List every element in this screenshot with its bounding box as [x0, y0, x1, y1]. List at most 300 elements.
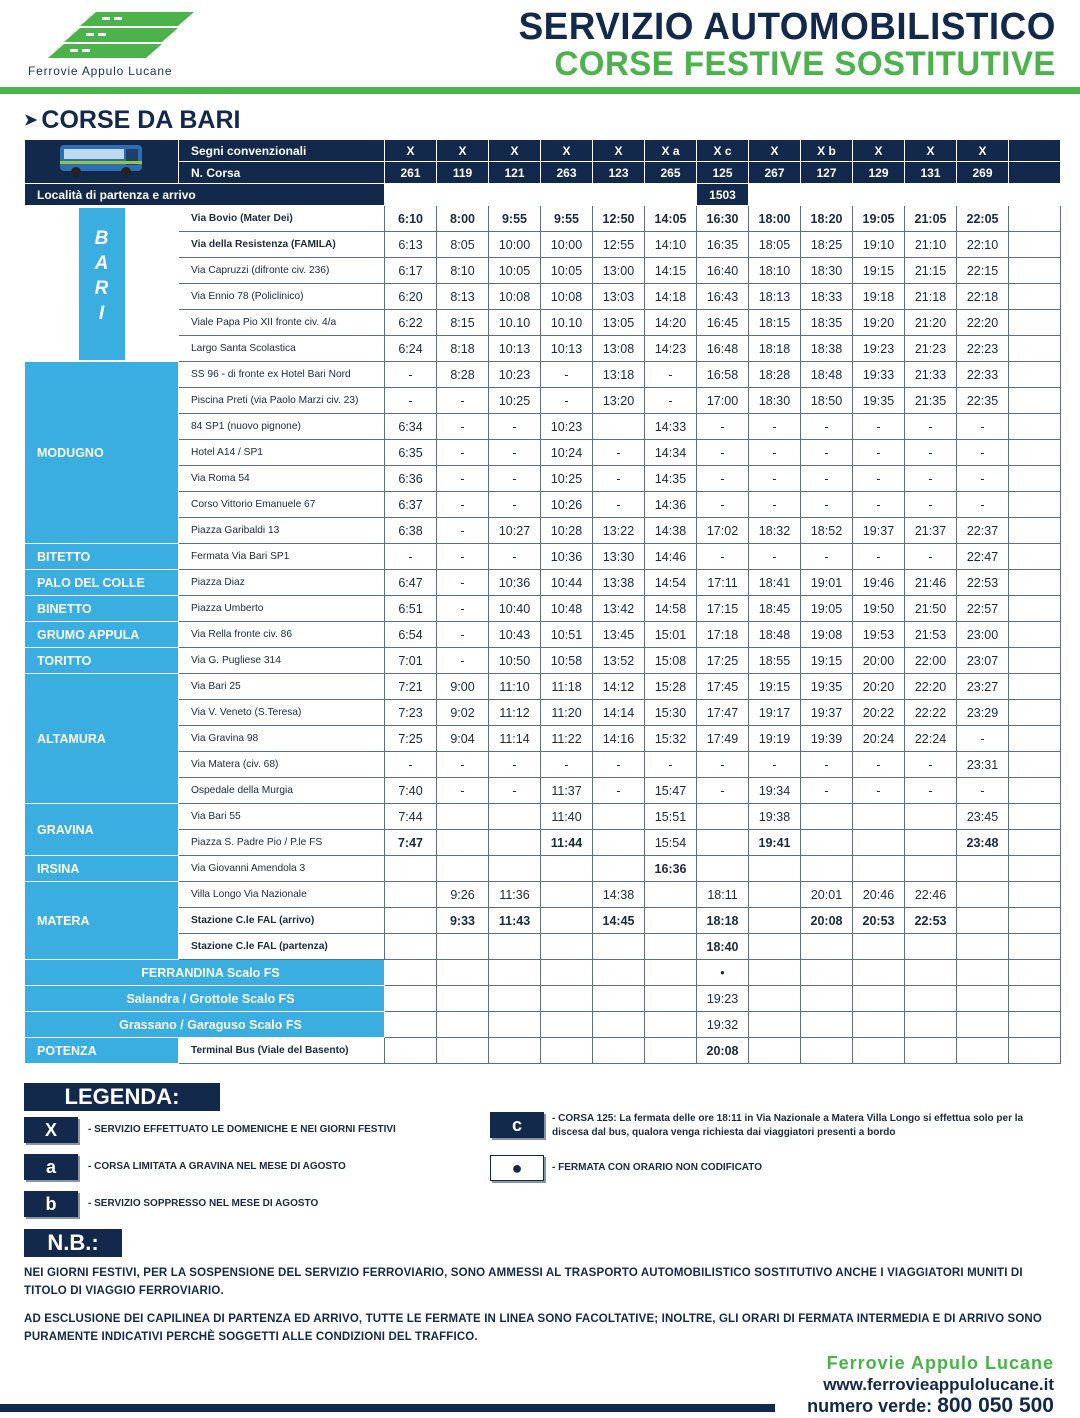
time-cell: 10:58	[541, 648, 593, 674]
city-cell: MODUGNO	[25, 362, 179, 544]
signs-row	[25, 140, 1061, 162]
city-cell: TORITTO	[25, 648, 179, 674]
time-cell: 16:40	[697, 258, 749, 284]
time-cell	[853, 856, 905, 882]
bus-icon	[56, 141, 148, 179]
time-cell: -	[801, 752, 853, 778]
city-cell: BITETTO	[25, 544, 179, 570]
table-row	[25, 414, 1061, 440]
time-cell: -	[801, 492, 853, 518]
time-cell: 16:45	[697, 310, 749, 336]
time-cell: 22:20	[957, 310, 1009, 336]
time-cell	[541, 1012, 593, 1038]
time-cell	[541, 1038, 593, 1064]
time-cell: 18:35	[801, 310, 853, 336]
time-cell	[957, 856, 1009, 882]
empty-cell	[385, 184, 437, 206]
time-cell: 19:35	[801, 674, 853, 700]
stop-name: Via Bovio (Mater Dei)	[179, 206, 385, 232]
time-cell: 22:05	[957, 206, 1009, 232]
time-cell: 15:30	[645, 700, 697, 726]
time-cell: 8:10	[437, 258, 489, 284]
empty-cell	[1009, 596, 1061, 622]
time-cell: 13:52	[593, 648, 645, 674]
time-cell: 13:03	[593, 284, 645, 310]
empty-cell	[1009, 258, 1061, 284]
time-cell: 11:44	[541, 830, 593, 856]
time-cell: 14:23	[645, 336, 697, 362]
table-row	[25, 700, 1061, 726]
time-cell: 14:10	[645, 232, 697, 258]
time-cell: 18:32	[749, 518, 801, 544]
stop-name: Via Ennio 78 (Policlinico)	[179, 284, 385, 310]
time-cell	[489, 804, 541, 830]
time-cell: -	[489, 778, 541, 804]
time-cell: 19:18	[853, 284, 905, 310]
time-cell: -	[593, 440, 645, 466]
time-cell: 6:54	[385, 622, 437, 648]
stop-name: Piscina Preti (via Paolo Marzi civ. 23)	[179, 388, 385, 414]
empty-cell	[1009, 830, 1061, 856]
empty-cell	[1009, 622, 1061, 648]
time-cell	[385, 908, 437, 934]
time-cell	[697, 830, 749, 856]
time-cell: 10:05	[541, 258, 593, 284]
signs-label: Segni convenzionali	[179, 140, 385, 162]
empty-cell	[853, 184, 905, 206]
time-cell: 20:20	[853, 674, 905, 700]
stop-name: Via della Resistenza (FAMILA)	[179, 232, 385, 258]
time-cell	[645, 1012, 697, 1038]
time-cell: -	[593, 492, 645, 518]
bari-block	[79, 208, 125, 360]
time-cell	[905, 934, 957, 960]
time-cell: 19:05	[801, 596, 853, 622]
legend-text-c: - CORSA 125: La fermata delle ore 18:11 in Via Nazionale a Matera Villa Longo si effettua solo per la discesa dal bus, qualora venga richiesta dai viaggiatori presenti a bordo	[552, 1113, 1024, 1138]
table-row	[25, 466, 1061, 492]
time-cell: -	[489, 492, 541, 518]
time-cell: 10:25	[541, 466, 593, 492]
table-row	[25, 1038, 1061, 1064]
time-cell: 22:46	[905, 882, 957, 908]
time-cell: 14:33	[645, 414, 697, 440]
time-cell: 18:33	[801, 284, 853, 310]
run-number: 129	[853, 162, 905, 184]
time-cell	[801, 830, 853, 856]
time-cell: 17:25	[697, 648, 749, 674]
sign-cell: X	[593, 140, 645, 162]
empty-cell	[1009, 648, 1061, 674]
stop-name: Via Giovanni Amendola 3	[179, 856, 385, 882]
city-cell: IRSINA	[25, 856, 179, 882]
time-cell	[645, 882, 697, 908]
time-cell	[489, 960, 541, 986]
time-cell	[853, 934, 905, 960]
timetable	[24, 139, 1061, 1064]
sign-cell: X	[541, 140, 593, 162]
empty-cell	[1009, 986, 1061, 1012]
footer-website-link[interactable]: www.ferrovieappulolucane.it	[823, 1375, 1054, 1394]
time-cell: 18:25	[801, 232, 853, 258]
time-cell: 18:00	[749, 206, 801, 232]
empty-cell	[1009, 284, 1061, 310]
empty-cell	[645, 184, 697, 206]
time-cell: 19:23	[697, 986, 749, 1012]
time-cell: 19:05	[853, 206, 905, 232]
time-cell: -	[749, 466, 801, 492]
time-cell: 19:10	[853, 232, 905, 258]
time-cell	[957, 960, 1009, 986]
time-cell: -	[905, 466, 957, 492]
time-cell	[749, 1038, 801, 1064]
time-cell: 10:43	[489, 622, 541, 648]
time-cell: 15:08	[645, 648, 697, 674]
section-heading	[24, 106, 241, 135]
time-cell: 15:32	[645, 726, 697, 752]
time-cell: -	[437, 440, 489, 466]
empty-cell	[1009, 856, 1061, 882]
time-cell: 17:47	[697, 700, 749, 726]
stop-name: Piazza Garibaldi 13	[179, 518, 385, 544]
time-cell: 22:15	[957, 258, 1009, 284]
empty-cell	[593, 184, 645, 206]
table-row	[25, 622, 1061, 648]
table-row	[25, 934, 1061, 960]
time-cell: 11:12	[489, 700, 541, 726]
time-cell	[957, 934, 1009, 960]
time-cell: 19:34	[749, 778, 801, 804]
stop-name: Via Bari 25	[179, 674, 385, 700]
time-cell	[645, 1038, 697, 1064]
time-cell: 18:18	[749, 336, 801, 362]
time-cell	[385, 856, 437, 882]
run-number: 121	[489, 162, 541, 184]
time-cell: 16:58	[697, 362, 749, 388]
table-row	[25, 362, 1061, 388]
time-cell: -	[489, 414, 541, 440]
footer-phone-label: numero verde:	[807, 1396, 933, 1416]
time-cell: 23:29	[957, 700, 1009, 726]
time-cell: -	[697, 544, 749, 570]
time-cell: 15:54	[645, 830, 697, 856]
time-cell: 10.10	[489, 310, 541, 336]
time-cell	[541, 882, 593, 908]
time-cell: 20:01	[801, 882, 853, 908]
page-header	[0, 0, 1080, 96]
table-row	[25, 544, 1061, 570]
stop-name: Villa Longo Via Nazionale	[179, 882, 385, 908]
time-cell: 10:24	[541, 440, 593, 466]
time-cell: 22:10	[957, 232, 1009, 258]
time-cell: 19:08	[801, 622, 853, 648]
time-cell	[385, 986, 437, 1012]
time-cell	[801, 856, 853, 882]
legend-title: LEGENDA:	[24, 1083, 220, 1111]
time-cell: 6:17	[385, 258, 437, 284]
stop-name: Viale Papa Pio XII fronte civ. 4/a	[179, 310, 385, 336]
time-cell: 19:46	[853, 570, 905, 596]
runs-row	[25, 162, 1061, 184]
time-cell: 22:33	[957, 362, 1009, 388]
time-cell: 11:36	[489, 882, 541, 908]
run-number: 261	[385, 162, 437, 184]
time-cell: 13:45	[593, 622, 645, 648]
time-cell	[489, 830, 541, 856]
time-cell	[437, 804, 489, 830]
time-cell: 18:52	[801, 518, 853, 544]
table-row	[25, 648, 1061, 674]
time-cell: 15:28	[645, 674, 697, 700]
city-cell: MATERA	[25, 882, 179, 960]
stop-name: Piazza Umberto	[179, 596, 385, 622]
time-cell	[957, 986, 1009, 1012]
footer-phone	[807, 1394, 1054, 1418]
city-cell: Grassano / Garaguso Scalo FS	[25, 1012, 385, 1038]
time-cell: 10:28	[541, 518, 593, 544]
time-cell: 7:47	[385, 830, 437, 856]
table-row	[25, 440, 1061, 466]
time-cell: -	[437, 518, 489, 544]
empty-cell	[1009, 934, 1061, 960]
time-cell: 15:51	[645, 804, 697, 830]
time-cell: 23:27	[957, 674, 1009, 700]
city-cell: GRUMO APPULA	[25, 622, 179, 648]
time-cell: 10:44	[541, 570, 593, 596]
time-cell: 22:22	[905, 700, 957, 726]
time-cell: 19:37	[801, 700, 853, 726]
time-cell: 14:38	[645, 518, 697, 544]
time-cell: 17:15	[697, 596, 749, 622]
time-cell: 17:45	[697, 674, 749, 700]
time-cell	[593, 856, 645, 882]
time-cell: 8:05	[437, 232, 489, 258]
time-cell: -	[437, 596, 489, 622]
time-cell	[905, 960, 957, 986]
time-cell	[957, 1038, 1009, 1064]
time-cell: -	[853, 778, 905, 804]
brand-name: Ferrovie Appulo Lucane	[28, 64, 173, 78]
city-letter: I	[98, 302, 105, 324]
time-cell: 10:27	[489, 518, 541, 544]
stop-name: Via Capruzzi (difronte civ. 236)	[179, 258, 385, 284]
city-letter: A	[94, 252, 109, 274]
table-row	[25, 960, 1061, 986]
time-cell: -	[437, 570, 489, 596]
time-cell: 23:00	[957, 622, 1009, 648]
legend-symbol-dot: ●	[490, 1155, 544, 1181]
time-cell	[905, 804, 957, 830]
time-cell: 14:34	[645, 440, 697, 466]
stop-name: Hotel A14 / SP1	[179, 440, 385, 466]
time-cell	[853, 986, 905, 1012]
time-cell: -	[437, 388, 489, 414]
table-row	[25, 752, 1061, 778]
sign-cell: X	[853, 140, 905, 162]
time-cell: 22:53	[905, 908, 957, 934]
nb-note-2: AD ESCLUSIONE DEI CAPILINEA DI PARTENZA ED ARRIVO, TUTTE LE FERMATE IN LINEA SONO FACOLTATIVE; INOLTRE, GLI ORARI DI FERMATA INTERMEDIA E DI ARRIVO SONO PURAMENTE INDICATIVI PERCHÈ SOGGETTI ALLE CONDIZIONI DEL TRAFFICO.	[24, 1313, 1042, 1343]
time-cell	[593, 1012, 645, 1038]
time-cell	[853, 804, 905, 830]
time-cell	[905, 1012, 957, 1038]
time-cell: -	[853, 544, 905, 570]
empty-cell	[957, 184, 1009, 206]
time-cell: 21:35	[905, 388, 957, 414]
time-cell: 9:04	[437, 726, 489, 752]
time-cell: 15:47	[645, 778, 697, 804]
table-row	[25, 310, 1061, 336]
time-cell: 21:20	[905, 310, 957, 336]
stop-name: Stazione C.le FAL (partenza)	[179, 934, 385, 960]
time-cell: -	[541, 752, 593, 778]
time-cell: 19:37	[853, 518, 905, 544]
time-cell: 22:53	[957, 570, 1009, 596]
time-cell: 17:18	[697, 622, 749, 648]
table-row	[25, 1012, 1061, 1038]
legend-text-b: - SERVIZIO SOPPRESSO NEL MESE DI AGOSTO	[88, 1198, 319, 1209]
departure-label: Località di partenza e arrivo	[25, 184, 385, 206]
time-cell	[697, 804, 749, 830]
time-cell: 21:23	[905, 336, 957, 362]
time-cell: -	[437, 648, 489, 674]
table-row	[25, 856, 1061, 882]
bus-image	[25, 140, 179, 184]
time-cell: -	[697, 492, 749, 518]
time-cell: 9:33	[437, 908, 489, 934]
time-cell: 21:33	[905, 362, 957, 388]
time-cell: 11:43	[489, 908, 541, 934]
legend-text-x: - SERVIZIO EFFETTUATO LE DOMENICHE E NEI GIORNI FESTIVI	[88, 1124, 396, 1135]
time-cell: 22:20	[905, 674, 957, 700]
time-cell	[593, 934, 645, 960]
time-cell: 6:51	[385, 596, 437, 622]
section-title: CORSE DA BARI	[41, 106, 241, 134]
time-cell: 13:08	[593, 336, 645, 362]
time-cell	[541, 908, 593, 934]
legend-symbol-b: b	[24, 1191, 78, 1217]
time-cell: 21:53	[905, 622, 957, 648]
time-cell	[437, 934, 489, 960]
time-cell: 14:12	[593, 674, 645, 700]
empty-cell	[1009, 726, 1061, 752]
stop-name: Via Roma 54	[179, 466, 385, 492]
time-cell	[593, 1038, 645, 1064]
empty-cell	[1009, 960, 1061, 986]
city-letter: R	[94, 277, 109, 299]
header-divider	[0, 87, 1080, 94]
time-cell	[853, 1012, 905, 1038]
time-cell: -	[385, 752, 437, 778]
time-cell: 14:16	[593, 726, 645, 752]
time-cell: 10:23	[489, 362, 541, 388]
empty-cell	[541, 184, 593, 206]
time-cell: -	[645, 752, 697, 778]
time-cell: 22:18	[957, 284, 1009, 310]
table-row	[25, 518, 1061, 544]
time-cell: 15:01	[645, 622, 697, 648]
time-cell	[749, 856, 801, 882]
time-cell	[437, 1038, 489, 1064]
nb-title: N.B.:	[24, 1229, 122, 1257]
stop-name: Corso Vittorio Emanuele 67	[179, 492, 385, 518]
table-row	[25, 492, 1061, 518]
empty-cell	[749, 184, 801, 206]
time-cell: 18:50	[801, 388, 853, 414]
time-cell	[749, 908, 801, 934]
table-row	[25, 570, 1061, 596]
time-cell	[957, 1012, 1009, 1038]
time-cell: -	[385, 544, 437, 570]
time-cell	[385, 1012, 437, 1038]
time-cell: 8:15	[437, 310, 489, 336]
time-cell: 17:00	[697, 388, 749, 414]
time-cell: 6:36	[385, 466, 437, 492]
empty-cell	[1009, 882, 1061, 908]
table-row	[25, 882, 1061, 908]
stop-name: 84 SP1 (nuovo pignone)	[179, 414, 385, 440]
city-letter: B	[94, 227, 109, 249]
time-cell: 13:38	[593, 570, 645, 596]
time-cell: -	[853, 466, 905, 492]
time-cell: 18:10	[749, 258, 801, 284]
time-cell	[957, 882, 1009, 908]
empty-cell	[1009, 362, 1061, 388]
empty-cell	[1009, 700, 1061, 726]
time-cell: 14:38	[593, 882, 645, 908]
time-cell: 13:22	[593, 518, 645, 544]
time-cell: 19:15	[853, 258, 905, 284]
time-cell: 18:55	[749, 648, 801, 674]
time-cell	[437, 986, 489, 1012]
time-cell: 10:13	[489, 336, 541, 362]
time-cell: 20:00	[853, 648, 905, 674]
time-cell: 19:41	[749, 830, 801, 856]
time-cell: 10:36	[489, 570, 541, 596]
time-cell	[801, 934, 853, 960]
time-cell: -	[697, 466, 749, 492]
time-cell: 7:44	[385, 804, 437, 830]
footer-brand: Ferrovie Appulo Lucane	[826, 1353, 1054, 1373]
time-cell: -	[489, 752, 541, 778]
time-cell	[385, 882, 437, 908]
sign-cell: X	[957, 140, 1009, 162]
time-cell	[905, 1038, 957, 1064]
time-cell: 19:15	[749, 674, 801, 700]
sign-cell: X	[905, 140, 957, 162]
time-cell: •	[697, 960, 749, 986]
time-cell: 13:42	[593, 596, 645, 622]
time-cell	[645, 908, 697, 934]
legend-text-a: - CORSA LIMITATA A GRAVINA NEL MESE DI AGOSTO	[88, 1161, 346, 1172]
time-cell: -	[853, 752, 905, 778]
time-cell: -	[853, 440, 905, 466]
time-cell: 13:30	[593, 544, 645, 570]
time-cell: 18:11	[697, 882, 749, 908]
city-cell	[25, 206, 179, 362]
time-cell: 21:37	[905, 518, 957, 544]
time-cell: -	[593, 778, 645, 804]
time-cell: 7:25	[385, 726, 437, 752]
time-cell: 20:24	[853, 726, 905, 752]
time-cell: 20:08	[697, 1038, 749, 1064]
time-cell	[853, 830, 905, 856]
time-cell: 23:48	[957, 830, 1009, 856]
time-cell: 11:18	[541, 674, 593, 700]
time-cell: 23:07	[957, 648, 1009, 674]
time-cell: 14:58	[645, 596, 697, 622]
time-cell	[801, 804, 853, 830]
time-cell: 6:10	[385, 206, 437, 232]
sign-cell: X	[749, 140, 801, 162]
